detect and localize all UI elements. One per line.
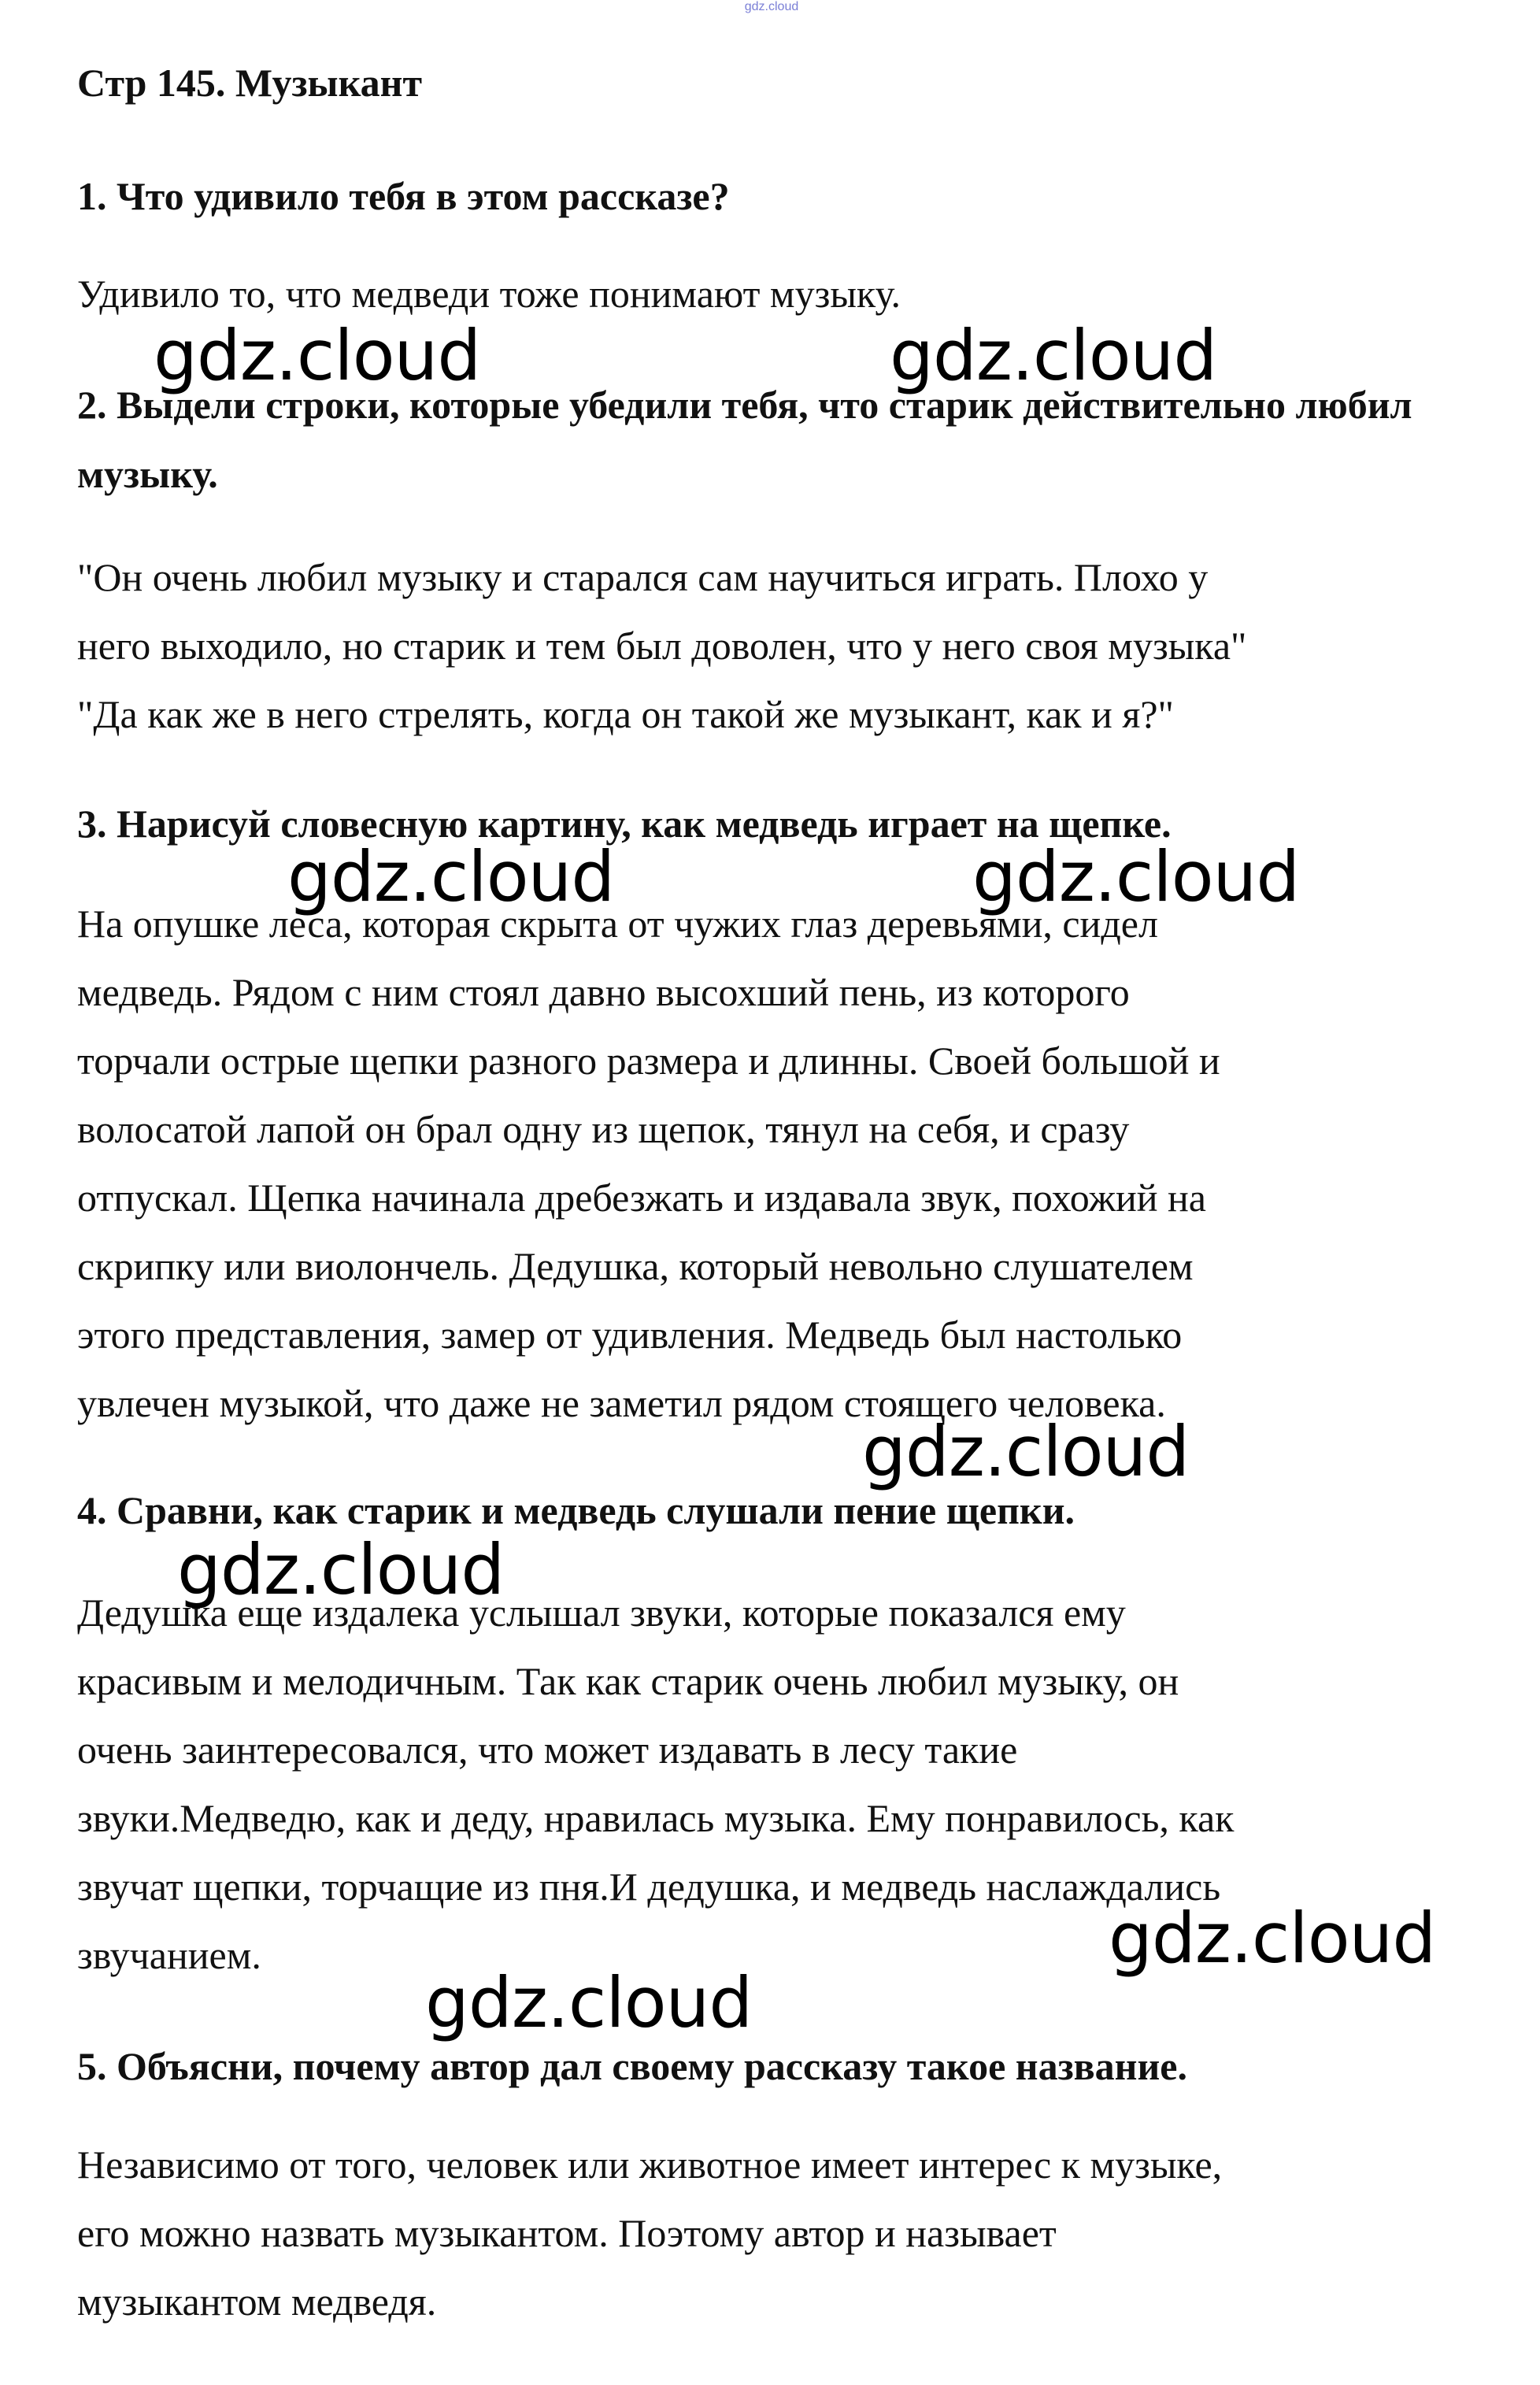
- answer-line: Независимо от того, человек или животное имеет интерес к музыке,: [77, 2142, 1223, 2187]
- answer-line: музыкантом медведя.: [77, 2279, 437, 2324]
- answer-line: очень заинтересовался, что может издавать в лесу такие: [77, 1728, 1018, 1772]
- answer-line: звучат щепки, торчащие из пня.И дедушка, и медведь наслаждались: [77, 1865, 1221, 1909]
- watermark: gdz.cloud: [1109, 1898, 1436, 1979]
- answer-line: красивым и мелодичным. Так как старик очень любил музыку, он: [77, 1659, 1179, 1703]
- answer-line: отпускал. Щепка начинала дребезжать и издавала звук, похожий на: [77, 1176, 1206, 1220]
- watermark: gdz.cloud: [972, 836, 1300, 917]
- watermark: gdz.cloud: [425, 1962, 753, 2043]
- answer-line: На опушке леса, которая скрыта от чужих глаз деревьями, сидел: [77, 902, 1158, 946]
- answer-line: скрипку или виолончель. Дедушка, который невольно слушателем: [77, 1244, 1194, 1288]
- answer-line: торчали острые щепки разного размера и длинны. Своей большой и: [77, 1039, 1220, 1083]
- watermark: gdz.cloud: [862, 1411, 1190, 1492]
- top-watermark: gdz.cloud: [744, 0, 799, 13]
- answer-line: Удивило то, что медведи тоже понимают музыку.: [77, 272, 901, 316]
- question-1: 1. Что удивило тебя в этом рассказе?: [77, 174, 730, 218]
- answer-4: [77, 1579, 1234, 1990]
- answer-line: "Он очень любил музыку и старался сам научиться играть. Плохо у: [77, 555, 1209, 599]
- question-2: 2. Выдели строки, которые убедили тебя, что старик действительно любил музыку.: [77, 383, 1412, 496]
- answer-line: звучанием.: [77, 1933, 261, 1977]
- watermark: gdz.cloud: [177, 1529, 505, 1610]
- answer-line: него выходило, но старик и тем был доволен, что у него своя музыка": [77, 624, 1247, 668]
- watermark: gdz.cloud: [154, 315, 481, 396]
- question-4: 4. Сравни, как старик и медведь слушали пение щепки.: [77, 1488, 1075, 1532]
- answer-line: волосатой лапой он брал одну из щепок, тянул на себя, и сразу: [77, 1107, 1130, 1151]
- answer-3: [77, 890, 1220, 1438]
- answer-line: этого представления, замер от удивления. Медведь был настолько: [77, 1313, 1183, 1357]
- question-3: 3. Нарисуй словесную картину, как медведь играет на щепке.: [77, 802, 1172, 846]
- answer-line: звуки.Медведю, как и деду, нравилась музыка. Ему понравилось, как: [77, 1796, 1235, 1840]
- watermark: gdz.cloud: [890, 315, 1217, 396]
- answer-5: [77, 2131, 1222, 2336]
- answer-line: Дедушка еще издалека услышал звуки, которые показался ему: [77, 1591, 1126, 1635]
- answer-2: [77, 543, 1246, 749]
- question-5: 5. Объясни, почему автор дал своему рассказу такое название.: [77, 2044, 1187, 2088]
- watermark: gdz.cloud: [287, 836, 615, 917]
- answer-line: увлечен музыкой, что даже не заметил рядом стоящего человека.: [77, 1381, 1166, 1425]
- answer-line: медведь. Рядом с ним стоял давно высохший пень, из которого: [77, 970, 1130, 1014]
- answer-line: его можно назвать музыкантом. Поэтому автор и называет: [77, 2211, 1057, 2255]
- answer-line: "Да как же в него стрелять, когда он такой же музыкант, как и я?": [77, 692, 1174, 736]
- page-title: Стр 145. Музыкант: [77, 61, 423, 105]
